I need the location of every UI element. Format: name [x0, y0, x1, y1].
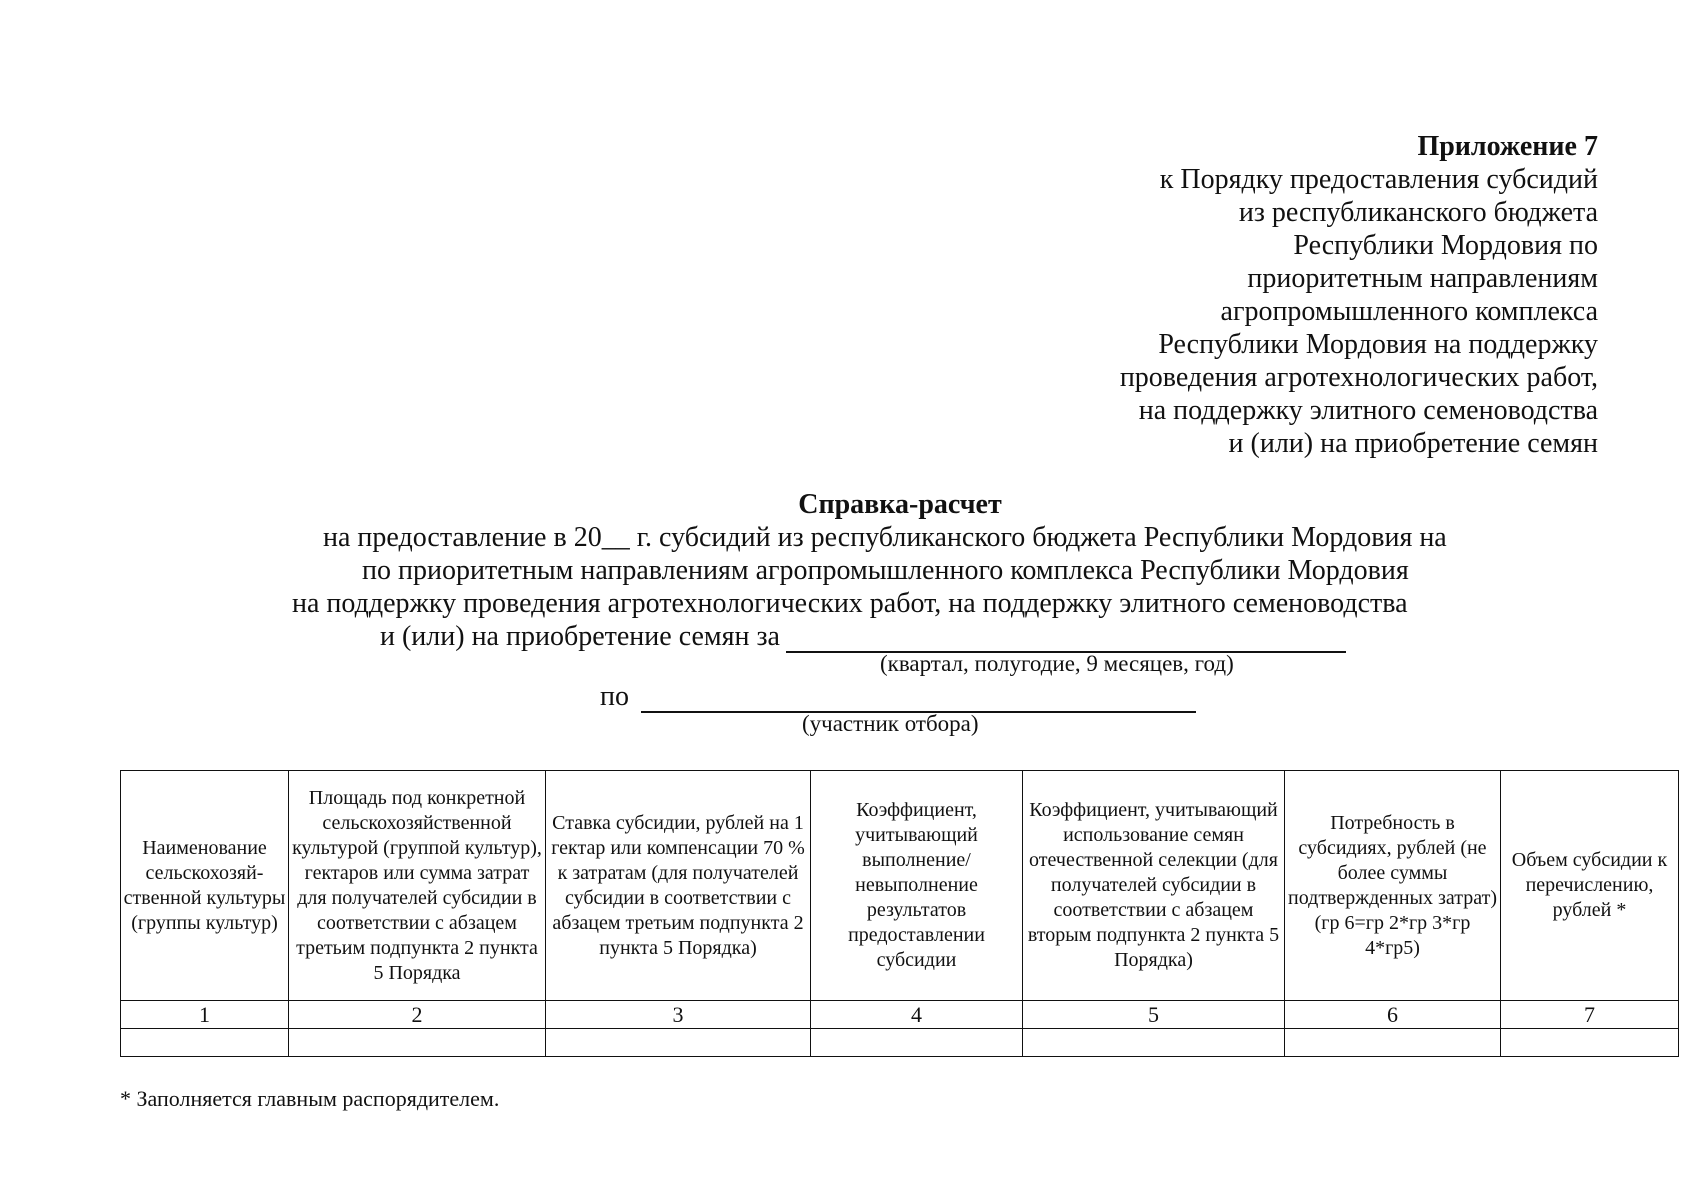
- subtitle-line: на поддержку проведения агротехнологических работ, на поддержку элитного семеноводства: [292, 588, 1408, 619]
- table-header-cell: Наименование сельскохозяй-ственной культуры (группы культур): [121, 771, 289, 1001]
- column-number: 7: [1501, 1001, 1679, 1029]
- appendix-line: приоритетным направлениям: [1247, 263, 1598, 294]
- table-cell[interactable]: [1285, 1029, 1501, 1057]
- subtitle-line-text: и (или) на приобретение семян за: [380, 621, 780, 652]
- appendix-line: и (или) на приобретение семян: [1228, 428, 1598, 459]
- appendix-line: к Порядку предоставления субсидий: [1159, 164, 1598, 195]
- period-blank-field[interactable]: [786, 625, 1346, 653]
- calculation-table: [120, 770, 1679, 1057]
- participant-hint: (участник отбора): [802, 711, 979, 736]
- column-number: 3: [546, 1001, 811, 1029]
- table-header-cell: Объем субсидии к перечислению, рублей *: [1501, 771, 1679, 1001]
- table-header-cell: Площадь под конкретной сельскохозяйственной культурой (группой культур), гектаров или сумма затрат для получателей субсидии в соответствии с абзацем третьим подпункта 2 пункта 5 Порядка: [289, 771, 546, 1001]
- column-number: 6: [1285, 1001, 1501, 1029]
- table-cell[interactable]: [1501, 1029, 1679, 1057]
- subtitle-line: на предоставление в 20__ г. субсидий из республиканского бюджета Республики Мордовия на: [323, 522, 1447, 553]
- subtitle-line: по приоритетным направлениям агропромышленного комплекса Республики Мордовия: [362, 555, 1409, 586]
- document-title: Справка-расчет: [798, 489, 1002, 520]
- appendix-title: Приложение 7: [1417, 131, 1598, 162]
- table-row: [121, 1029, 1679, 1057]
- table-header-cell: Ставка субсидии, рублей на 1 гектар или компенсации 70 % к затратам (для получателей субсидии в соответствии с абзацем третьим подпункта 2 пункта 5 Порядка): [546, 771, 811, 1001]
- appendix-line: агропромышленного комплекса: [1220, 296, 1598, 327]
- appendix-line: проведения агротехнологических работ,: [1119, 362, 1598, 393]
- table-cell[interactable]: [1023, 1029, 1285, 1057]
- table-header-cell: Потребность в субсидиях, рублей (не более суммы подтвержденных затрат) (гр 6=гр 2*гр 3*гр 4*гр5): [1285, 771, 1501, 1001]
- column-number: 1: [121, 1001, 289, 1029]
- table-cell[interactable]: [289, 1029, 546, 1057]
- column-number: 4: [811, 1001, 1023, 1029]
- po-label: по: [600, 681, 629, 712]
- table-header-cell: Коэффициент, учитывающий выполнение/ невыполнение результатов предоставлении субсидии: [811, 771, 1023, 1001]
- column-number: 2: [289, 1001, 546, 1029]
- table-cell[interactable]: [811, 1029, 1023, 1057]
- appendix-line: на поддержку элитного семеноводства: [1138, 395, 1598, 426]
- table-header-cell: Коэффициент, учитывающий использование семян отечественной селекции (для получателей субсидии в соответствии с абзацем вторым подпункта 2 пункта 5 Порядка): [1023, 771, 1285, 1001]
- table-number-row: [121, 1001, 1679, 1029]
- appendix-line: Республики Мордовия на поддержку: [1158, 329, 1598, 360]
- document-title-block: [0, 488, 1703, 653]
- subtitle-line-period: [380, 620, 1703, 653]
- participant-line: [600, 680, 1196, 713]
- appendix-line: Республики Мордовия по: [1293, 230, 1598, 261]
- table-cell[interactable]: [546, 1029, 811, 1057]
- appendix-line: из республиканского бюджета: [1238, 197, 1598, 228]
- period-hint: (квартал, полугодие, 9 месяцев, год): [880, 651, 1234, 676]
- appendix-reference: [878, 130, 1598, 460]
- column-number: 5: [1023, 1001, 1285, 1029]
- table-header-row: [121, 771, 1679, 1001]
- participant-blank-field[interactable]: [641, 685, 1196, 713]
- footnote: * Заполняется главным распорядителем.: [120, 1086, 500, 1111]
- table-cell[interactable]: [121, 1029, 289, 1057]
